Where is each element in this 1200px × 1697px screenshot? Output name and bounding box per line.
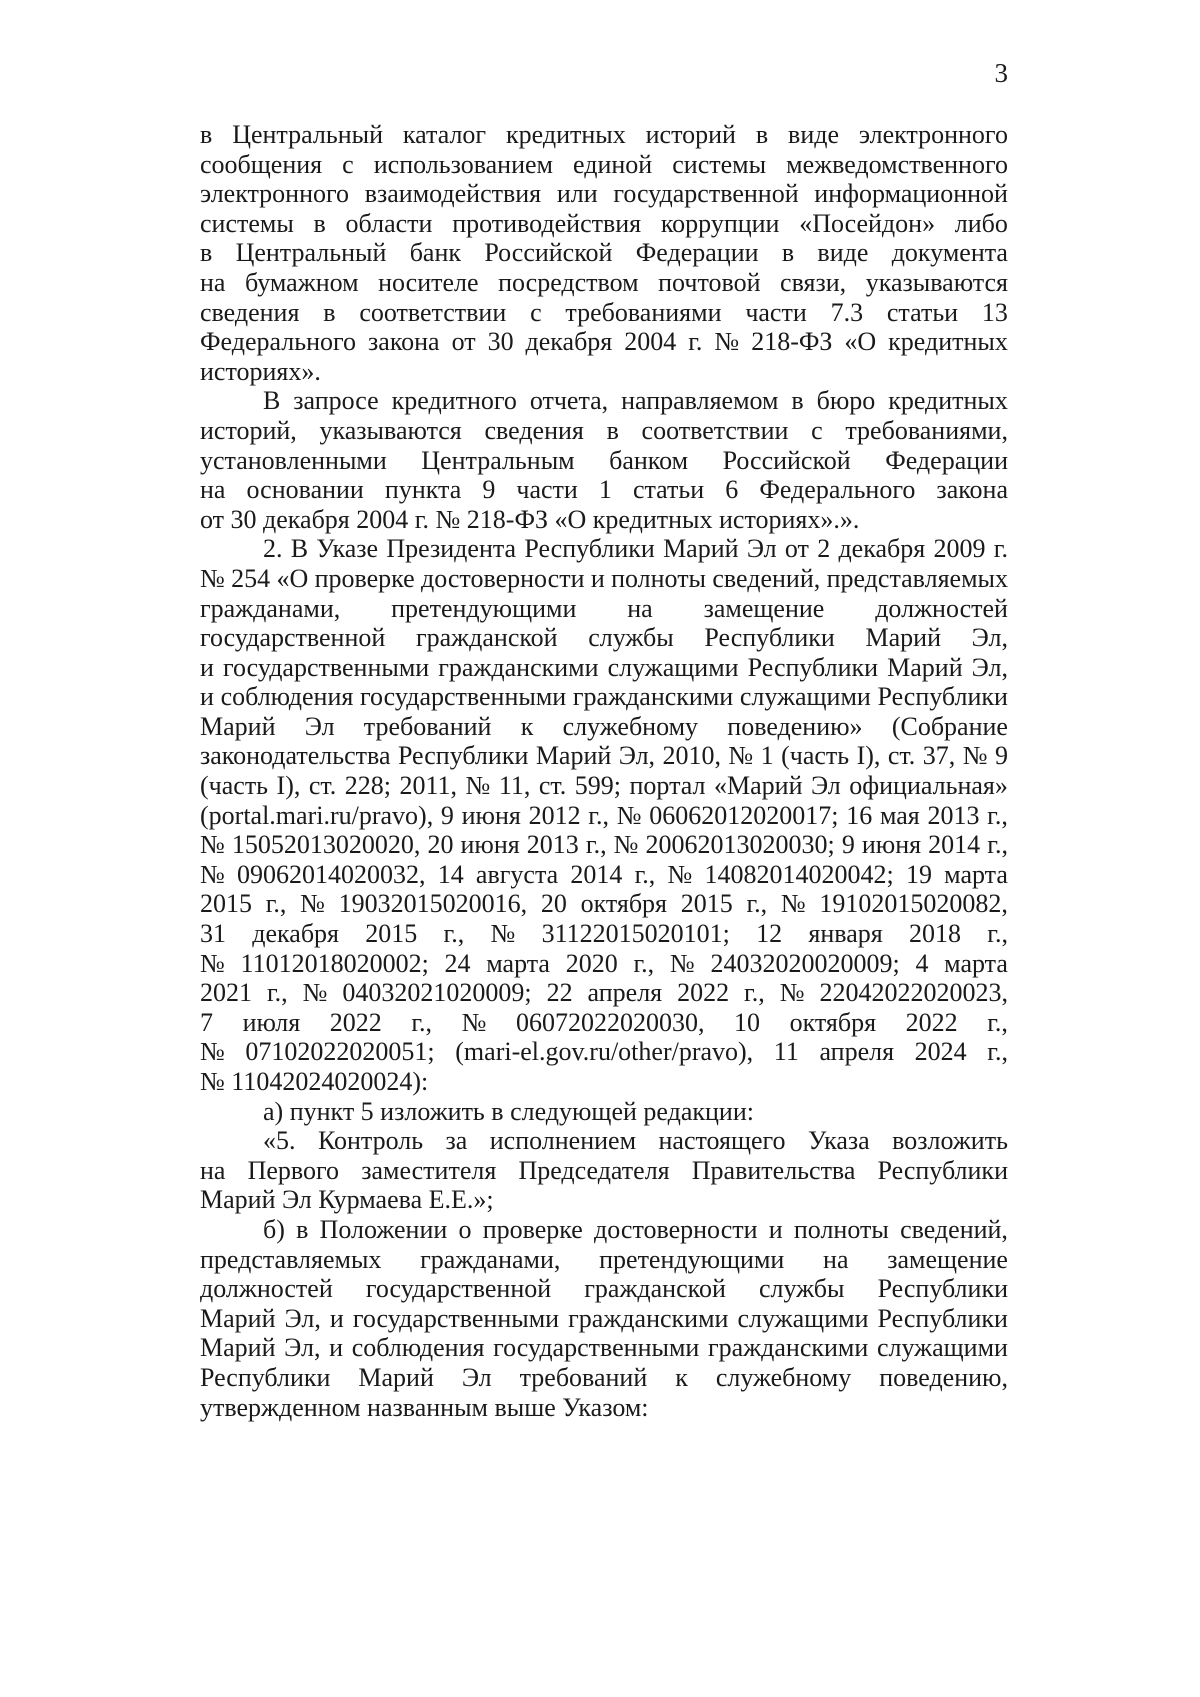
text-line: В запросе кредитного отчета, направляемом в бюро кредитных [263,386,1008,416]
text-line: Марий Эл требований к служебному поведению» (Собрание [200,711,1008,741]
text-line: государственной гражданской службы Республики Марий Эл, [200,623,1008,653]
text-line: гражданами, претендующими на замещение должностей [200,593,1008,623]
text-line: законодательства Республики Марий Эл, 2010, № 1 (часть I), ст. 37, № 9 [200,741,1008,771]
text-line: Марий Эл, и государственными гражданскими служащими Республики [200,1303,1008,1333]
text-line: системы в области противодействия коррупции «Посейдон» либо [200,208,1008,238]
text-line: 2. В Указе Президента Республики Марий Эл от 2 декабря 2009 г. [263,534,1008,564]
paragraph [200,1097,1008,1127]
text-line: на Первого заместителя Председателя Правительства Республики [200,1155,1008,1185]
text-line: должностей государственной гражданской службы Республики [200,1274,1008,1304]
page-number: 3 [994,58,1008,88]
text-line: историях». [200,356,321,386]
text-line: сведения в соответствии с требованиями части 7.3 статьи 13 [200,297,1008,327]
text-line: историй, указываются сведения в соответствии с требованиями, [200,415,1008,445]
text-line: установленными Центральным банком Российской Федерации [200,445,1008,475]
text-line: № 11012018020002; 24 марта 2020 г., № 24032020020009; 4 марта [200,948,1008,978]
text-line: а) пункт 5 изложить в следующей редакции: [263,1096,754,1126]
text-line: 7 июля 2022 г., № 06072022020030, 10 октября 2022 г., [200,1007,1008,1037]
text-line: и государственными гражданскими служащими Республики Марий Эл, [200,652,1008,682]
text-line: б) в Положении о проверке достоверности и полноты сведений, [263,1214,1008,1244]
text-line: № 09062014020032, 14 августа 2014 г., № 14082014020042; 19 марта [200,859,1008,889]
text-line: № 15052013020020, 20 июня 2013 г., № 20062013020030; 9 июня 2014 г., [200,830,1008,860]
text-line: Федерального закона от 30 декабря 2004 г. № 218-ФЗ «О кредитных [200,327,1008,357]
text-line: электронного взаимодействия или государственной информационной [200,179,1008,209]
paragraph [200,120,1008,386]
text-line: (portal.mari.ru/pravo), 9 июня 2012 г., № 06062012020017; 16 мая 2013 г., [200,800,1008,830]
document-body [200,120,1008,1422]
paragraph [200,386,1008,534]
text-line: на основании пункта 9 части 1 статьи 6 Федерального закона [200,475,1008,505]
text-line: Республики Марий Эл требований к служебному поведению, [200,1362,1008,1392]
text-line: на бумажном носителе посредством почтовой связи, указываются [200,267,1008,297]
text-line: № 07102022020051; (mari-el.gov.ru/other/pravo), 11 апреля 2024 г., [200,1037,1008,1067]
text-line: Марий Эл Курмаева Е.Е.»; [200,1185,494,1215]
text-line: 2015 г., № 19032015020016, 20 октября 2015 г., № 19102015020082, [200,889,1008,919]
paragraph [200,534,1008,1096]
text-line: № 254 «О проверке достоверности и полноты сведений, представляемых [200,563,1008,593]
text-line: Марий Эл, и соблюдения государственными гражданскими служащими [200,1333,1008,1363]
text-line: от 30 декабря 2004 г. № 218-ФЗ «О кредитных историях».». [200,504,860,534]
text-line: и соблюдения государственными гражданскими служащими Республики [200,682,1008,712]
text-line: представляемых гражданами, претендующими на замещение [200,1244,1008,1274]
text-line: в Центральный банк Российской Федерации в виде документа [200,238,1008,268]
paragraph [200,1215,1008,1422]
text-line: утвержденном названным выше Указом: [200,1392,649,1422]
text-line: в Центральный каталог кредитных историй в виде электронного [200,120,1008,149]
text-line: «5. Контроль за исполнением настоящего Указа возложить [263,1126,1008,1156]
text-line: 2021 г., № 04032021020009; 22 апреля 2022 г., № 22042022020023, [200,978,1008,1008]
text-line: 31 декабря 2015 г., № 31122015020101; 12 января 2018 г., [200,919,1008,949]
paragraph [200,1126,1008,1215]
text-line: № 11042024020024): [200,1067,429,1096]
text-line: (часть I), ст. 228; 2011, № 11, ст. 599; портал «Марий Эл официальная» [200,771,1008,801]
text-line: сообщения с использованием единой системы межведомственного [200,149,1008,179]
